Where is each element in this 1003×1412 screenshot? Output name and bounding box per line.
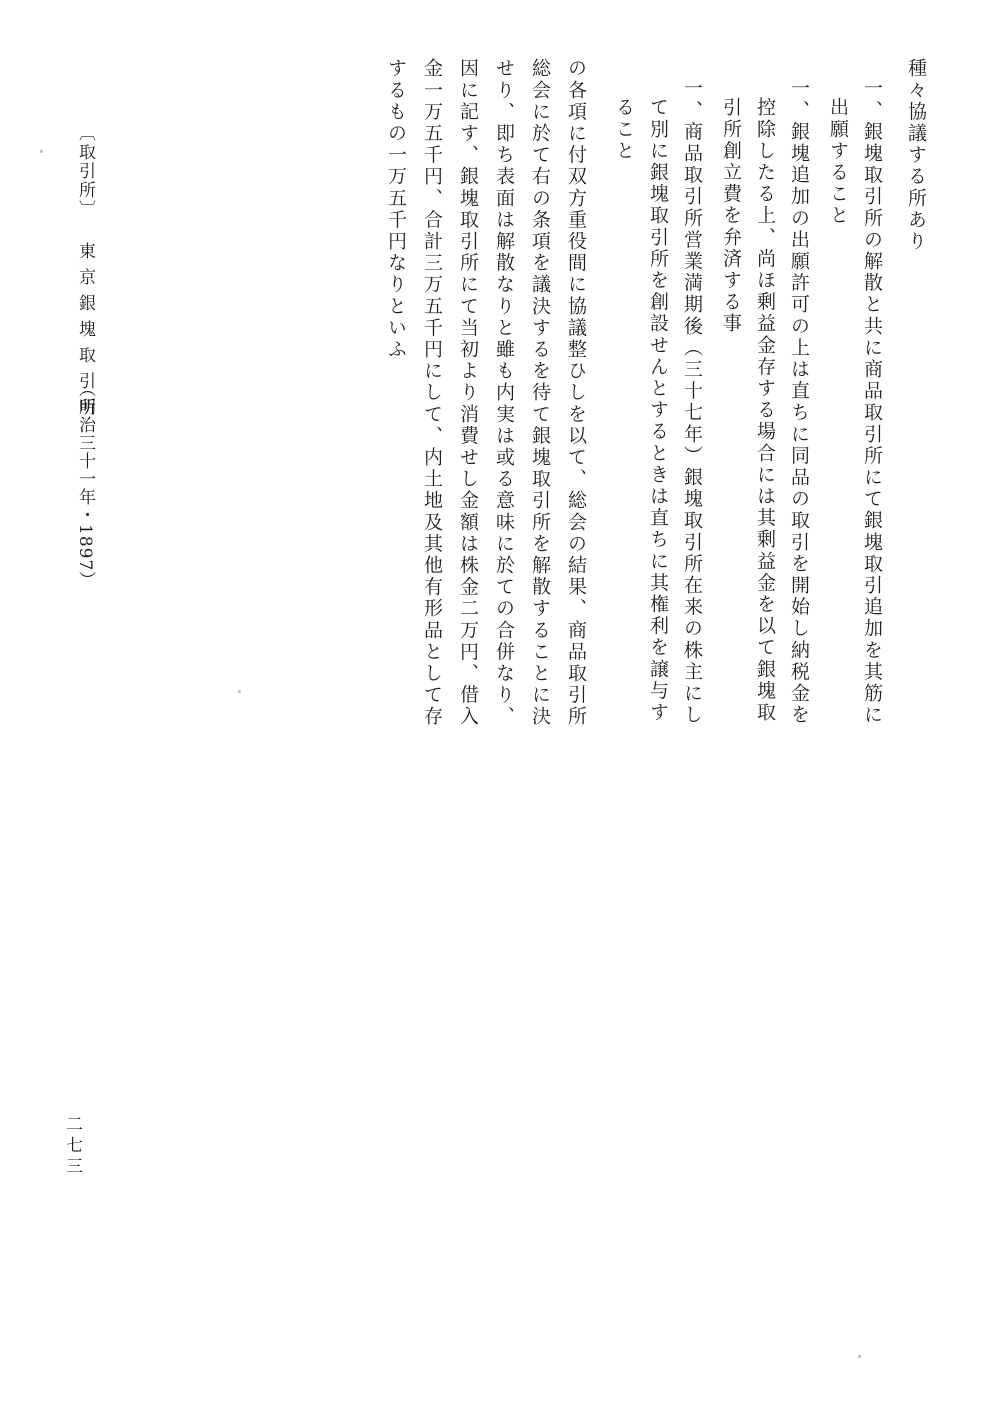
scan-speck: [238, 690, 241, 693]
text-column-9: ること: [613, 97, 635, 162]
text-column-12: せり、即ち表面は解散なりと雖も内実は或る意味に於ての合併なり、: [493, 58, 515, 728]
text-column-11: 総会に於て右の条項を議決するを待て銀塊取引所を解散することに決: [529, 58, 551, 728]
text-column-6: 引所創立費を弁済する事: [720, 97, 742, 335]
text-column-15: するもの一万五千円なりといふ: [385, 58, 407, 361]
text-column-7: 一、商品取引所営業満期後（三十七年）銀塊取引所在来の株主にし: [681, 78, 703, 726]
header-section-label: 〔取引所〕: [75, 124, 95, 219]
text-column-10: の各項に付双方重役間に協議整ひしを以て、総会の結果、商品取引所: [565, 58, 587, 728]
page-number: 二七三: [62, 1115, 82, 1178]
text-column-13: 因に記す、銀塊取引所にて当初より消費せし金額は株金二万円、借入: [457, 58, 479, 728]
text-column-2: 一、銀塊取引所の解散と共に商品取引所にて銀塊取引追加を其筋に: [861, 78, 883, 726]
text-column-3: 出願すること: [827, 97, 849, 227]
text-column-14: 金一万五千円、合計三万五千円にして、内土地及其他有形品として存: [421, 58, 443, 728]
scan-speck: [40, 150, 43, 153]
text-column-5: 控除したる上、尚ほ剰益金存する場合には其剰益金を以て銀塊取: [754, 97, 776, 724]
scan-speck: [858, 1355, 861, 1358]
text-column-4: 一、銀塊追加の出願許可の上は直ちに同品の取引を開始し納税金を: [788, 78, 810, 726]
header-title: 東京銀塊取引所: [75, 242, 95, 424]
text-column-1: 種々協議する所あり: [905, 58, 927, 253]
text-column-8: て別に銀塊取引所を創設せんとするときは直ちに其権利を譲与す: [647, 97, 669, 724]
header-date: （明治三十一年・1897）: [75, 380, 95, 590]
